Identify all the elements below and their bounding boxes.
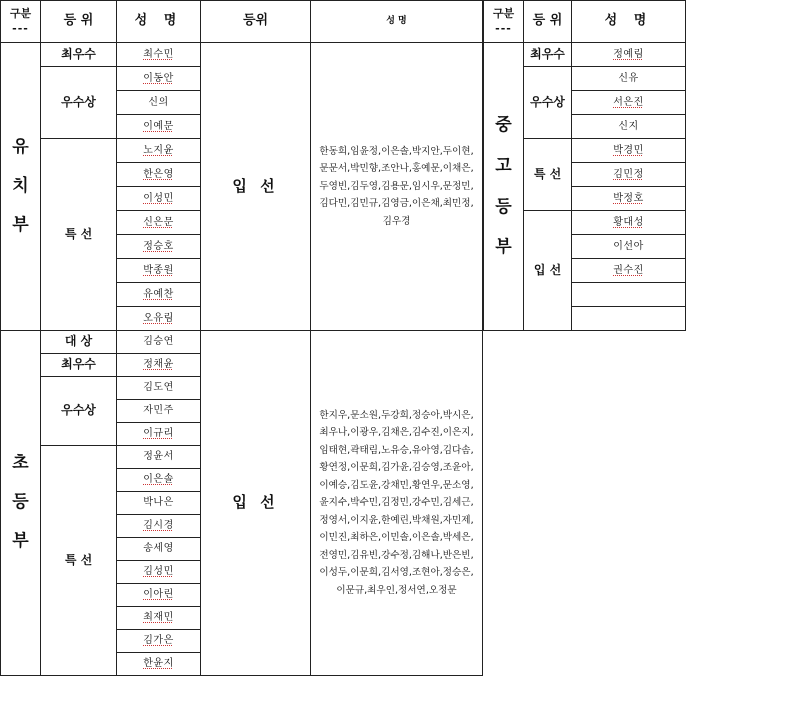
section-kindergarten: 유 치 부: [1, 43, 41, 331]
rank-excellent: 우수상: [524, 67, 572, 139]
winner-name: 정승호: [117, 235, 201, 259]
rank-excellent: 우수상: [41, 67, 117, 139]
rank-selected: 입 선: [201, 43, 311, 331]
section-middle-high: 중 고 등 부: [484, 43, 524, 331]
winner-name: 이은솔: [117, 469, 201, 492]
header-category: 구분 ---: [484, 1, 524, 43]
winner-name: 김승연: [117, 331, 201, 354]
winner-name: 서은진: [572, 91, 686, 115]
winner-name: 유예찬: [117, 283, 201, 307]
winner-name: 한윤지: [117, 653, 201, 676]
header-name: 성 명: [117, 1, 201, 43]
winner-name: 박종원: [117, 259, 201, 283]
rank-top-award: 최우수: [524, 43, 572, 67]
rank-special: 특 선: [41, 139, 117, 331]
empty-cell: [572, 307, 686, 331]
header-category-dash: ---: [12, 21, 29, 35]
rank-selected: 입 선: [524, 211, 572, 331]
awards-table-middle-high: [483, 0, 686, 331]
header-rank: 등 위: [524, 1, 572, 43]
header-category-dash: ---: [495, 21, 512, 35]
winner-name: 신의: [117, 91, 201, 115]
winner-name: 이아린: [117, 584, 201, 607]
winner-name: 김민정: [572, 163, 686, 187]
selected-names-list: 한동희,임윤정,이은솔,박지안,두이현,문문서,박민향,조안나,홍예문,이채은,두영빈,김두영,김용문,임시우,문정민,김다민,김민규,김영금,이은채,최민정,김우경: [311, 43, 483, 331]
winner-name: 김성민: [117, 561, 201, 584]
winner-name: 황대성: [572, 211, 686, 235]
winner-name: 노지윤: [117, 139, 201, 163]
rank-special: 특 선: [41, 446, 117, 676]
section-elementary: 초 등 부: [1, 331, 41, 676]
winner-name: 박나은: [117, 492, 201, 515]
header-rank: 등 위: [41, 1, 117, 43]
header-rank-2: 등위: [201, 1, 311, 43]
header-name: 성 명: [572, 1, 686, 43]
winner-name: 신지: [572, 115, 686, 139]
winner-name: 자민주: [117, 400, 201, 423]
rank-grand-prize: 대 상: [41, 331, 117, 354]
winner-name: 김시경: [117, 515, 201, 538]
winner-name: 이성민: [117, 187, 201, 211]
header-name-2: 성 명: [311, 1, 483, 43]
winner-name: 박경민: [572, 139, 686, 163]
winner-name: 오유림: [117, 307, 201, 331]
rank-top-award: 최우수: [41, 354, 117, 377]
winner-name: 박정호: [572, 187, 686, 211]
rank-excellent: 우수상: [41, 377, 117, 446]
rank-top-award: 최우수: [41, 43, 117, 67]
winner-name: 권수진: [572, 259, 686, 283]
winner-name: 이규리: [117, 423, 201, 446]
winner-name: 정채윤: [117, 354, 201, 377]
winner-name: 이예문: [117, 115, 201, 139]
winner-name: 최재민: [117, 607, 201, 630]
winner-name: 김도연: [117, 377, 201, 400]
winner-name: 이선아: [572, 235, 686, 259]
rank-special: 특 선: [524, 139, 572, 211]
winner-name: 신은문: [117, 211, 201, 235]
selected-names-list: 한지우,문소원,두강희,정승아,박시은,최우나,이광우,김채은,김수진,이은지,임태현,곽태림,노유승,유아영,김다솜,황연정,이문희,김가윤,김승영,조윤아,이예승,김도윤,강채민,황연우,문소영,윤지수,박수민,김정민,강수민,김세근,정영서,이지윤,한예린,박채원,자민제,이민진,최하은,이민솔,이은솔,박세은,전영민,김유빈,강수정,김해나,반은빈,이성두,이문희,김서영,조현아,정승은,이문규,최우인,정서연,오정문: [311, 331, 483, 676]
winner-name: 최수민: [117, 43, 201, 67]
winner-name: 송세영: [117, 538, 201, 561]
header-category: 구분 ---: [1, 1, 41, 43]
rank-selected: 입 선: [201, 331, 311, 676]
winner-name: 정윤서: [117, 446, 201, 469]
winner-name: 김가은: [117, 630, 201, 653]
winner-name: 이동안: [117, 67, 201, 91]
winner-name: 신유: [572, 67, 686, 91]
winner-name: 한은영: [117, 163, 201, 187]
empty-cell: [572, 283, 686, 307]
winner-name: 정예림: [572, 43, 686, 67]
